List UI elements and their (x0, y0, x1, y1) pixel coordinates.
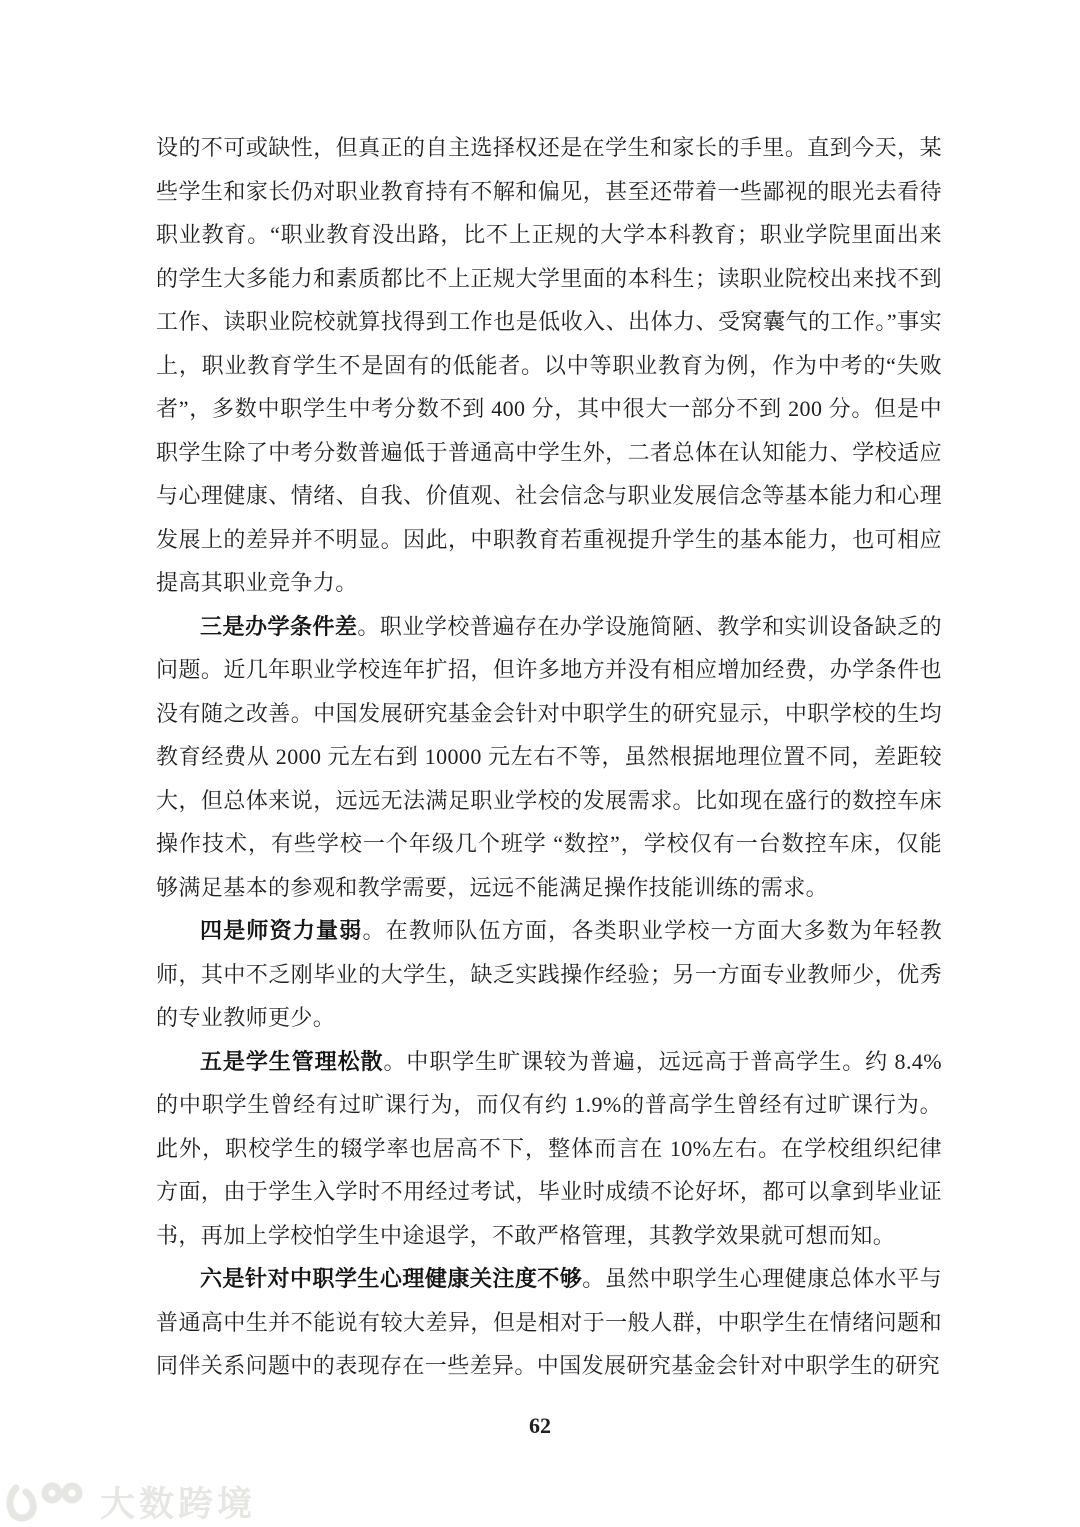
paragraph-point-five (156, 1040, 942, 1258)
paragraph-point-six (156, 1257, 942, 1388)
paragraph-body: 。在教师队伍方面，各类职业学校一方面大多数为年轻教师，其中不乏刚毕业的大学生，缺乏实践操作经验；另一方面专业教师少，优秀的专业教师更少。 (156, 918, 942, 1030)
paragraph-lead: 五是学生管理松散 (200, 1048, 384, 1074)
paragraph-body: 。职业学校普遍存在办学设施简陋、教学和实训设备缺乏的问题。近几年职业学校连年扩招，但许多地方并没有相应增加经费，办学条件也没有随之改善。中国发展研究基金会针对中职学生的研究显示，中职学校的生均教育经费从 2000 元左右到 10000 元左右不等，虽然根据地理位置不同，差距较大，但总体来说，远远无法满足职业学校的发展需求。比如现在盛行的数控车床操作技术，有些学校一个年级几个班学 “数控”，学校仅有一台数控车床，仅能够满足基本的参观和教学需要，远远不能满足操作技能训练的需求。 (156, 613, 942, 900)
watermark (4, 1477, 256, 1527)
page-number: 62 (529, 1413, 551, 1438)
paragraph-point-three (156, 605, 942, 910)
watermark-brand-text: 大数跨境 (100, 1485, 257, 1524)
paragraph-lead: 六是针对中职学生心理健康关注度不够 (200, 1266, 583, 1291)
paragraph-lead: 四是师资力量弱 (200, 918, 363, 943)
paragraph-lead: 三是办学条件差 (200, 613, 358, 639)
body-text (156, 126, 942, 1388)
paragraph-body: 。中职学生旷课较为普遍，远远高于普高学生。约 8.4%的中职学生曾经有过旷课行为，而仅有约 1.9%的普高学生曾经有过旷课行为。此外，职校学生的辍学率也居高不下，整体而言在 10%左右。在学校组织纪律方面，由于学生入学时不用经过考试，毕业时成绩不论好坏，都可以拿到毕业证书，再加上学校怕学生中途退学，不敢严格管理，其教学效果就可想而知。 (156, 1048, 942, 1248)
paragraph-continuation (156, 126, 942, 605)
paragraph-body: 设的不可或缺性，但真正的自主选择权还是在学生和家长的手里。直到今天，某些学生和家长仍对职业教育持有不解和偏见，甚至还带着一些鄙视的眼光去看待职业教育。“职业教育没出路，比不上正规的大学本科教育；职业学院里面出来的学生大多能力和素质都比不上正规大学里面的本科生；读职业院校出来找不到工作、读职业院校就算找得到工作也是低收入、出体力、受窝囊气的工作。”事实上，职业教育学生不是固有的低能者。以中等职业教育为例，作为中考的“失败者”，多数中职学生中考分数不到 400 分，其中很大一部分不到 200 分。但是中职学生除了中考分数普遍低于普通高中学生外，二者总体在认知能力、学校适应与心理健康、情绪、自我、价值观、社会信念与职业发展信念等基本能力和心理发展上的差异并不明显。因此，中职教育若重视提升学生的基本能力，也可相应提高其职业竞争力。 (156, 135, 942, 595)
paragraph-point-four (156, 909, 942, 1040)
paragraph-body: 。虽然中职学生心理健康总体水平与普通高中生并不能说有较大差异，但是相对于一般人群，中职学生在情绪问题和同伴关系问题中的表现存在一些差异。中国发展研究基金会针对中职学生的研究 (156, 1266, 942, 1378)
dashu-logo-icon (4, 1480, 90, 1524)
